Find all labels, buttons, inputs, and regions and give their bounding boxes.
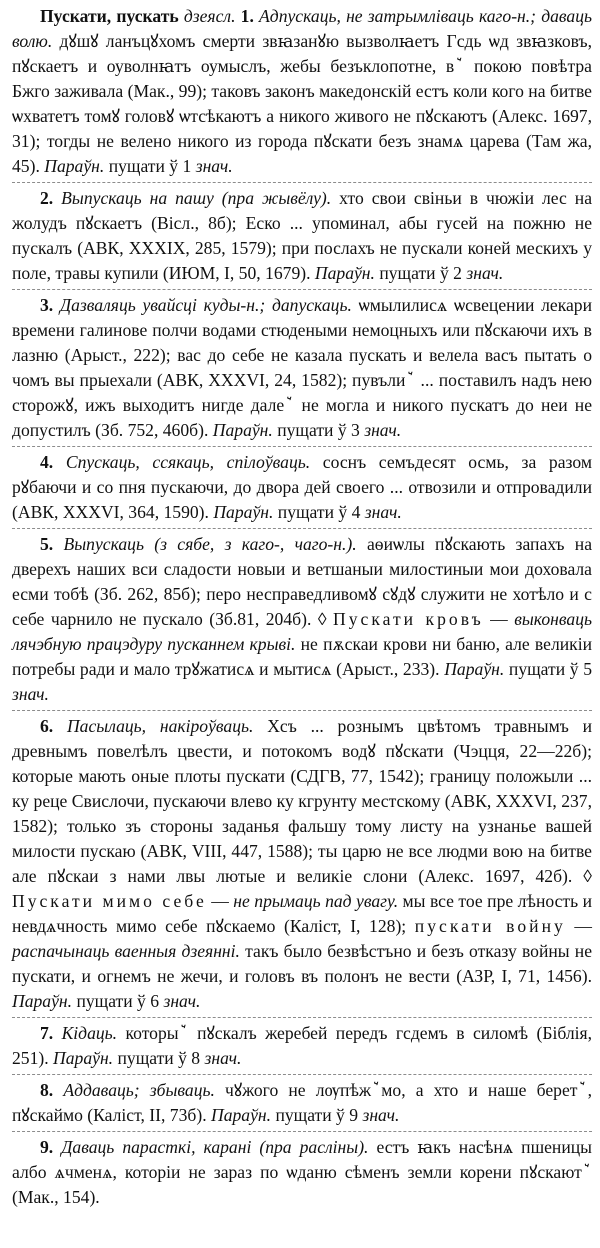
sense-number: 7. — [40, 1023, 62, 1043]
sense-number: 5. — [40, 534, 64, 554]
entry-separator — [12, 528, 592, 529]
dictionary-entry — [12, 714, 592, 1014]
italic-gloss: Даваць парасткі, карані (пра расліны). — [61, 1137, 377, 1157]
italic-gloss: Параўн. — [211, 1105, 276, 1125]
text-run: пущати ў 8 — [117, 1048, 205, 1068]
headword: Пускати, пускать — [40, 6, 184, 26]
italic-gloss: Параўн. — [44, 156, 109, 176]
sense-number: 9. — [40, 1137, 62, 1157]
text-run: Хсъ ... рознымъ цвѣтомъ травнымъ и древнымъ повелѣлъ цвести, и потокомъ водꙋ пꙋскати (Чэцця, 22—22б); которые мають оные плоты пускати (СДГВ, 77, 1542); границу положыли ... ку реце Свислочи, пускаючи влево ку кгрунту местскому (АВК, XXXVI, 237, 1582); только зъ стороны заданья фальшу тому листу на узнанье вашей милости пускаю (АВК, VIII, 447, 1588); ты царю не все людми вою на битве але пꙋскаи з нами лвы лютые и великіе слони (Алекс. 1697, 42б). ◊ — [12, 716, 592, 886]
sense-number: 2. — [40, 188, 62, 208]
italic-gloss: знач. — [364, 420, 402, 440]
italic-gloss: Выпускаць (з сябе, з каго-, чаго-н.). — [63, 534, 367, 554]
spaced-phrase: Пускати кровъ — [333, 609, 484, 629]
text-run: — — [483, 609, 515, 629]
italic-gloss: Параўн. — [53, 1048, 118, 1068]
entry-text — [12, 450, 592, 525]
entry-separator — [12, 1131, 592, 1132]
italic-gloss: дзеясл. — [183, 6, 241, 26]
entry-text — [12, 1078, 592, 1128]
dictionary-entry — [12, 532, 592, 707]
text-run: мы все тое пре лѣность и невдѧчность мимо себе пꙋскаемо (Каліст, I, 128); — [12, 891, 592, 936]
text-run: пущати ў 3 — [277, 420, 365, 440]
spaced-phrase: Пускати мимо себе — [12, 891, 207, 911]
sense-number: 1. — [240, 6, 260, 26]
sense-number: 6. — [40, 716, 67, 736]
entry-text — [12, 293, 592, 443]
text-run: пущати ў 2 — [379, 263, 467, 283]
italic-gloss: знач. — [163, 991, 201, 1011]
entry-text — [12, 1021, 592, 1071]
italic-gloss: Параўн. — [212, 420, 278, 440]
italic-gloss: выконваць лячэбную працэдуру пусканнем крыві. — [12, 609, 593, 654]
italic-gloss: Параўн. — [444, 659, 509, 679]
text-run: пущати ў 9 — [275, 1105, 363, 1125]
text-run: пущати ў 1 — [108, 156, 196, 176]
text-run: естъ ꙗкъ насѣнѧ пшеницы албо ѧчменѧ, которіи не зараз по ѡданю сѣменъ земли корени пꙋскаютꙿ (Мак., 154). — [12, 1137, 593, 1207]
italic-gloss: Дазваляць увайсці куды-н.; дапускаць. — [59, 295, 359, 315]
italic-gloss: знач. — [195, 156, 233, 176]
text-run: такъ было безвѣстъно и безъ отказу войны не пускати, и огнемъ не жечи, и головъ въ полонъ не вести (АЗР, I, 71, 1456). — [12, 941, 593, 986]
italic-gloss: распачынаць ваенныя дзеянні. — [12, 941, 246, 961]
italic-gloss: знач. — [204, 1048, 242, 1068]
text-run: не пѫскаи крови ни баню, але великіи потребы ради и мало трꙋжатисѧ и мытисѧ (Арыст., 233). — [12, 634, 592, 679]
dictionary-entry — [12, 1135, 592, 1210]
text-run: аѳиѡлы пꙋскають запахъ на дверехъ наших вси сладости новыи и ветшаныи милостиныи мои доховала есми тобѣ (Зб. 262, 85б); перо несправедливомꙋ сꙋдꙋ служити не хотѣло и с себе чарнило не пускало (Зб.81, 204б). ◊ — [12, 534, 593, 629]
italic-gloss: Пасылаць, накіроўваць. — [66, 716, 268, 736]
italic-gloss: не прымаць пад увагу. — [233, 891, 403, 911]
sense-number: 3. — [40, 295, 60, 315]
entry-separator — [12, 710, 592, 711]
entry-text — [12, 4, 592, 179]
text-run: которыꙿ пꙋскалъ жеребей передъ гсдемъ в силомѣ (Біблія, 251). — [12, 1023, 593, 1068]
italic-gloss: Аддаваць; збываць. — [63, 1080, 226, 1100]
entry-separator — [12, 446, 592, 447]
text-run: — — [565, 916, 592, 936]
text-run: пущати ў 6 — [76, 991, 164, 1011]
entry-separator — [12, 1074, 592, 1075]
text-run: дꙋшꙋ ланъцꙋхомъ смерти звꙗзанꙋю вызволꙗетъ Гсдь ѡд звꙗзковъ, пꙋскаетъ и оуволнꙗтъ оумыслъ, жебы безъклопотне, вꙿ покою повѣтра Бжго заживала (Мак., 99); таковъ законъ македонскій естъ коли кого на битве ѡхватетъ томꙋ головꙋ ѡтсѣкаютъ а никого живого не пꙋскаютъ (Алекс. 1697, 31); тогды не велено никого из города пꙋскати безъ знамѧ царева (Там жа, 45). — [12, 31, 592, 176]
italic-gloss: знач. — [12, 684, 49, 704]
text-run: ѡмылилисѧ ѡсвецении лекари времени галинове полчи водами стюдеными немоцныхъ или пꙋскаючи ихъ в лазню (Арыст., 222); вас до себе не казала пускать и велела васъ пытать о чомъ вы прыехали (АВК, XXXVI, 24, 1582); пувълиꙿ ... поставилъ надъ нею сторожꙋ, ижъ выходитъ нигде далеꙿ не могла и никого пускатъ до неи не допустилъ (Зб. 752, 460б). — [12, 295, 593, 440]
entry-text — [12, 714, 592, 1014]
italic-gloss: знач. — [466, 263, 504, 283]
italic-gloss: Параўн. — [314, 263, 380, 283]
entry-text — [12, 186, 592, 286]
entry-text — [12, 1135, 592, 1210]
entry-separator — [12, 289, 592, 290]
text-run: — — [206, 891, 234, 911]
dictionary-entry — [12, 293, 592, 443]
dictionary-entry — [12, 1078, 592, 1128]
italic-gloss: знач. — [364, 502, 402, 522]
text-run: соснъ семъдесят осмь, за разом рꙋбаючи и со пня пускаючи, до двора дей своего ... отвозили и отпровадили (АВК, XXXVI, 364, 1590). — [12, 452, 592, 522]
dictionary-entry — [12, 4, 592, 179]
text-run: пущати ў 4 — [277, 502, 365, 522]
italic-gloss: Параўн. — [12, 991, 77, 1011]
dictionary-entry — [12, 1021, 592, 1071]
sense-number: 4. — [40, 452, 66, 472]
entry-text — [12, 532, 592, 707]
text-run: чꙋжого не лѹпѣжꙿмо, а хто и наше беретꙿ, пꙋскаймо (Каліст, II, 73б). — [12, 1080, 593, 1125]
entry-separator — [12, 182, 592, 183]
dictionary-entry — [12, 450, 592, 525]
text-run: хто свои свіньи в чюжіи лес на жолудъ пꙋскаетъ (Вісл., 8б); Еско ... упоминал, абы гусей на пожню не пускалъ (АВК, XXXIX, 285, 1579); при послахъ не пускали коней мескихъ у поле, травы купили (ИЮМ, I, 50, 1679). — [12, 188, 593, 283]
entry-separator — [12, 1017, 592, 1018]
italic-gloss: Адпускаць, не затрымліваць каго-н.; даваць волю. — [12, 6, 593, 51]
sense-number: 8. — [40, 1080, 64, 1100]
italic-gloss: Спускаць, ссякаць, спілоўваць. — [65, 452, 323, 472]
spaced-phrase: пускати войну — [414, 916, 566, 936]
dictionary-entry — [12, 186, 592, 286]
text-run: пущати ў 5 — [508, 659, 593, 679]
italic-gloss: знач. — [362, 1105, 400, 1125]
italic-gloss: Кідаць. — [61, 1023, 126, 1043]
italic-gloss: Выпускаць на пашу (пра жывёлу). — [61, 188, 340, 208]
italic-gloss: Параўн. — [213, 502, 278, 522]
